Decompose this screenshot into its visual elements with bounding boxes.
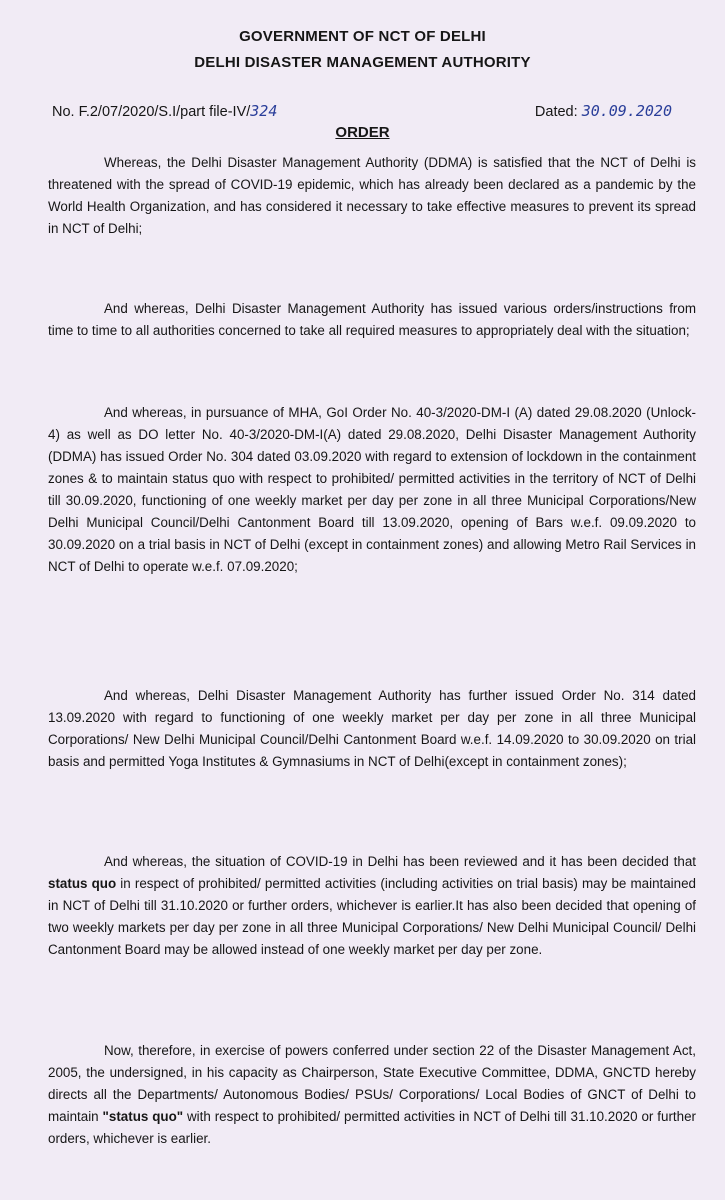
- order-date: [535, 102, 672, 120]
- paragraph-5-text-a: And whereas, the situation of COVID-19 in Delhi has been reviewed and it has been decided that: [104, 854, 696, 869]
- order-number: [52, 102, 277, 120]
- paragraph-2: And whereas, Delhi Disaster Management Authority has issued various orders/instructions from time to time to all authorities concerned to take all required measures to appropriately deal with the situation;: [48, 301, 696, 338]
- paragraph-3: And whereas, in pursuance of MHA, GoI Order No. 40-3/2020-DM-I (A) dated 29.08.2020 (Unlock-4) as well as DO letter No. 40-3/2020-DM-I(A) dated 29.08.2020, Delhi Disaster Management Authority (DDMA) has issued Order No. 304 dated 03.09.2020 with regard to extension of lockdown in the containment zones & to maintain status quo with respect to prohibited/ permitted activities in the territory of NCT of Delhi till 30.09.2020, functioning of one weekly market per day per zone in all three Municipal Corporations/New Delhi Municipal Council/Delhi Cantonment Board till 13.09.2020, opening of Bars w.e.f. 09.09.2020 to 30.09.2020 on a trial basis in NCT of Delhi (except in containment zones) and allowing Metro Rail Services in NCT of Delhi to operate w.e.f. 07.09.2020;: [48, 405, 696, 574]
- reference-line: [52, 98, 672, 122]
- order-number-prefix: No. F.2/07/2020/S.I/part file-IV/: [52, 104, 251, 120]
- paragraph-1: Whereas, the Delhi Disaster Management Authority (DDMA) is satisfied that the NCT of Delhi is threatened with the spread of COVID-19 epidemic, which has already been declared as a pandemic by the World Health Organization, and has considered it necessary to take effective measures to prevent its spread in NCT of Delhi;: [48, 155, 696, 236]
- paragraph-6-bold: "status quo": [102, 1109, 184, 1124]
- authority-heading: DELHI DISASTER MANAGEMENT AUTHORITY: [194, 54, 531, 71]
- paragraph-5-text-b: in respect of prohibited/ permitted activities (including activities on trial basis) may be maintained in NCT of Delhi till 31.10.2020 or further orders, whichever is earlier.It has also been decided that opening of two weekly markets per day per zone in all three Municipal Corporations/ New Delhi Municipal Council/ Delhi Cantonment Board may be allowed instead of one weekly market per day per zone.: [48, 876, 696, 957]
- government-heading: GOVERNMENT OF NCT OF DELHI: [239, 28, 486, 45]
- date-handwritten: 30.09.2020: [581, 102, 672, 120]
- order-number-handwritten: 324: [250, 102, 278, 120]
- paragraph-5-bold: status quo: [48, 876, 117, 891]
- dated-label: Dated:: [534, 104, 578, 120]
- order-title: ORDER: [335, 124, 390, 141]
- paragraph-6-text-a: Now, therefore, in exercise of powers conferred under section 22 of the Disaster Management Act, 2005, the undersigned, in his capacity as Chairperson, State Executive Committee, DDMA, GNCTD hereby directs all the Departments/ Autonomous Bodies/ PSUs/ Corporations/ Local Bodies of GNCT of Delhi to maintain: [48, 1043, 696, 1124]
- paragraph-6-text-b: with respect to prohibited/ permitted activities in NCT of Delhi till 31.10.2020 or further orders, whichever is earlier.: [48, 1109, 696, 1146]
- paragraph-4: And whereas, Delhi Disaster Management Authority has further issued Order No. 314 dated 13.09.2020 with regard to functioning of one weekly market per day per zone in all three Municipal Corporations/ New Delhi Municipal Council/Delhi Cantonment Board w.e.f. 14.09.2020 to 30.09.2020 on trial basis and permitted Yoga Institutes & Gymnasiums in NCT of Delhi(except in containment zones);: [48, 688, 696, 769]
- paragraph-5: [48, 851, 696, 961]
- paragraph-6: [48, 1040, 696, 1150]
